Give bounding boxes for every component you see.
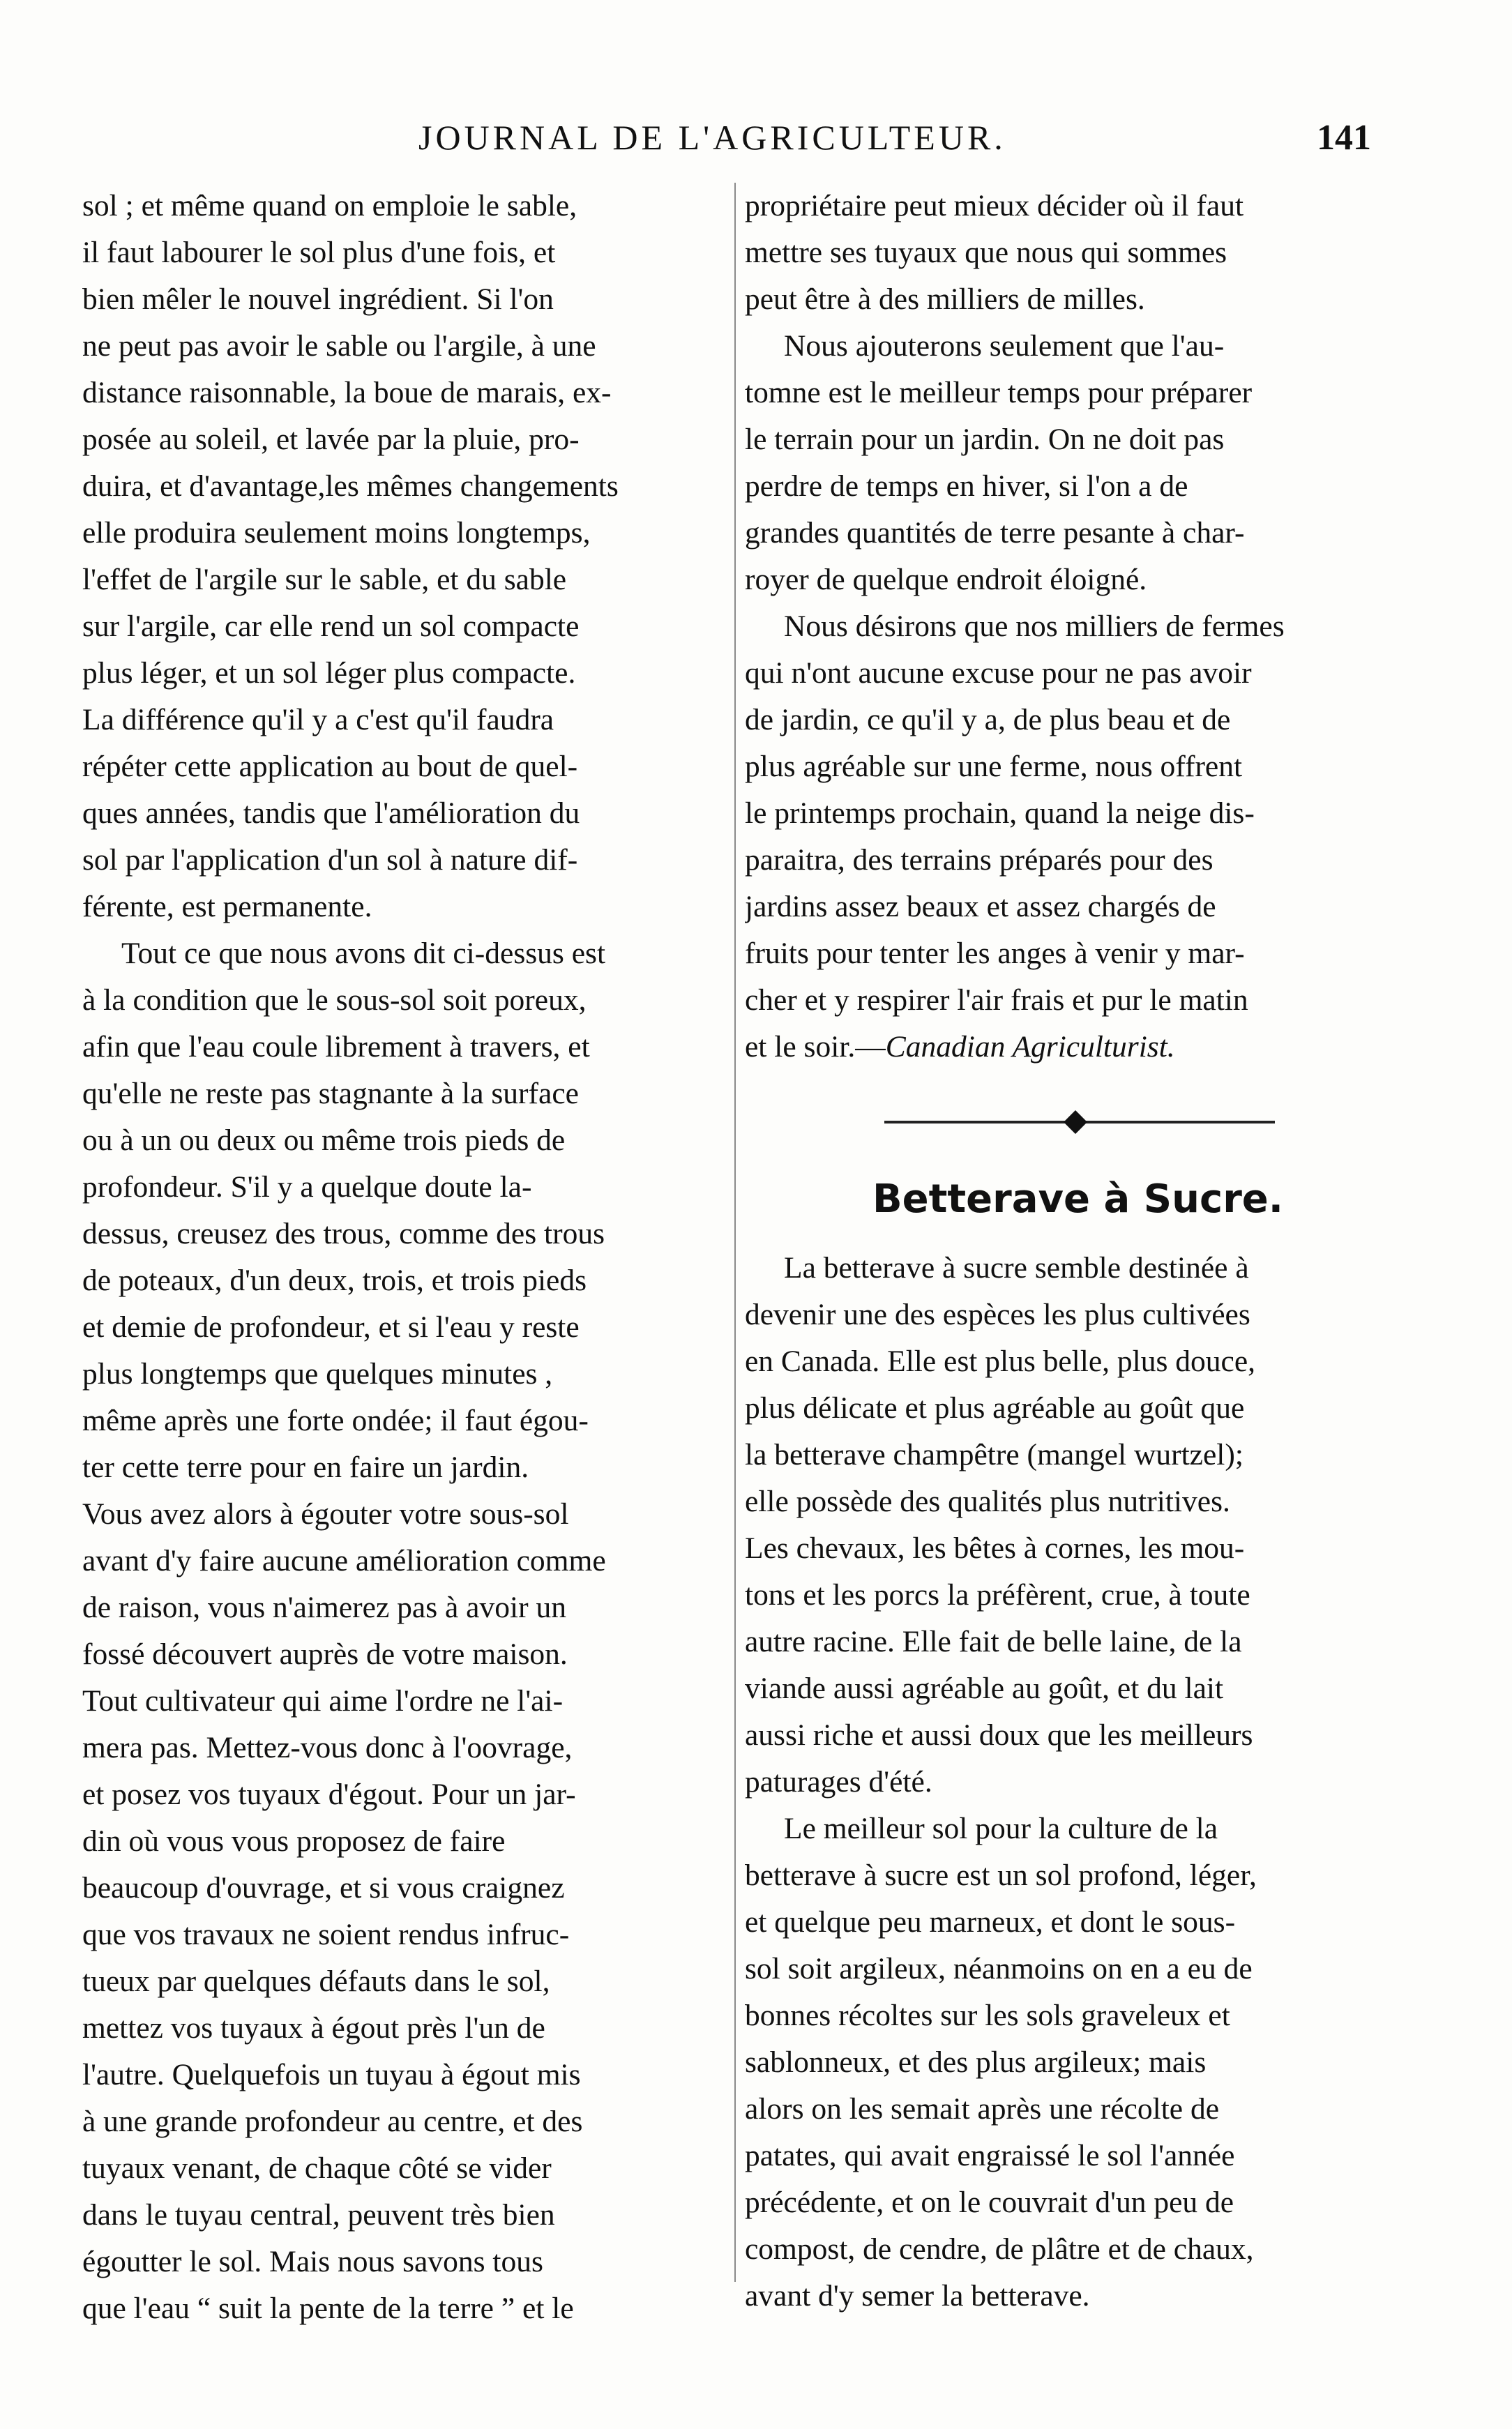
text-line: elle possède des qualités plus nutritives. [745,1485,1230,1518]
text-line: ques années, tandis que l'amélioration du [82,796,580,830]
text-line: sablonneux, et des plus argileux; mais [745,2045,1207,2079]
text-line: et posez vos tuyaux d'égout. Pour un jar- [82,1778,576,1811]
text-line: alors on les semait après une récolte de [745,2092,1220,2126]
closing-prefix: et le soir.— [745,1030,886,1064]
text-line: ne peut pas avoir le sable ou l'argile, à une [82,329,596,363]
text-line: distance raisonnable, la boue de marais, ex- [82,376,612,409]
text-line: qui n'ont aucune excuse pour ne pas avoir [745,656,1252,690]
text-line: avant d'y semer la betterave. [745,2279,1090,2313]
text-line: afin que l'eau coule librement à travers, et [82,1030,590,1064]
text-line: de raison, vous n'aimerez pas à avoir un [82,1591,566,1624]
text-line: de poteaux, d'un deux, trois, et trois pieds [82,1264,587,1297]
text-line: paturages d'été. [745,1765,932,1799]
article-continuation-end [745,977,1411,1024]
text-line: Tout ce que nous avons dit ci-dessus est [121,937,606,970]
text-line: aussi riche et aussi doux que les meilleurs [745,1718,1253,1752]
text-line: fruits pour tenter les anges à venir y mar- [745,937,1245,970]
text-line: la betterave champêtre (mangel wurtzel); [745,1438,1243,1471]
text-line: La betterave à sucre semble destinée à [784,1251,1249,1285]
text-line: Vous avez alors à égouter votre sous-sol [82,1497,569,1531]
text-line: royer de quelque endroit éloigné. [745,563,1147,596]
text-line: perdre de temps en hiver, si l'on a de [745,469,1188,503]
text-line: tons et les porcs la préfèrent, crue, à toute [745,1578,1250,1612]
text-line: betterave à sucre est un sol profond, léger, [745,1859,1257,1892]
column-divider [734,183,736,2282]
text-line: viande aussi agréable au goût, et du lait [745,1672,1224,1705]
text-line: peut être à des milliers de milles. [745,282,1145,316]
text-line: La différence qu'il y a c'est qu'il faudra [82,703,554,736]
text-line: cher et y respirer l'air frais et pur le matin [745,983,1248,1017]
page-number: 141 [1317,118,1371,158]
text-line: sol ; et même quand on emploie le sable, [82,189,577,222]
text-line: Nous désirons que nos milliers de fermes [784,610,1285,643]
text-line: l'effet de l'argile sur le sable, et du sable [82,563,567,596]
text-line: grandes quantités de terre pesante à char- [745,516,1245,550]
text-line: jardins assez beaux et assez chargés de [745,890,1216,923]
text-line: égoutter le sol. Mais nous savons tous [82,2245,543,2278]
text-line: tuyaux venant, de chaque côté se vider [82,2151,552,2185]
right-column [745,183,1411,2320]
text-line: sol soit argileux, néanmoins on en a eu de [745,1952,1253,1985]
text-line: plus agréable sur une ferme, nous offrent [745,750,1243,783]
text-line: même après une forte ondée; il faut égou- [82,1404,589,1437]
source-attribution: Canadian Agriculturist. [885,1030,1175,1064]
text-line: qu'elle ne reste pas stagnante à la surface [82,1077,579,1110]
text-line: le printemps prochain, quand la neige dis- [745,796,1255,830]
text-line: beaucoup d'ouvrage, et si vous craignez [82,1871,565,1905]
text-line: Les chevaux, les bêtes à cornes, les mou- [745,1531,1245,1565]
left-column [82,183,727,2332]
text-line: mettez vos tuyaux à égout près l'un de [82,2011,545,2045]
text-line: patates, qui avait engraissé le sol l'année [745,2139,1235,2172]
text-line: il faut labourer le sol plus d'une fois, et [82,236,556,269]
text-line: bien mêler le nouvel ingrédient. Si l'on [82,282,554,316]
text-line: plus longtemps que quelques minutes , [82,1357,553,1391]
text-line: férente, est permanente. [82,890,372,923]
text-line: que l'eau “ suit la pente de la terre ” et le [82,2292,574,2325]
text-line: à la condition que le sous-sol soit poreux, [82,983,587,1017]
text-line: propriétaire peut mieux décider où il faut [745,189,1244,222]
text-line: fossé découvert auprès de votre maison. [82,1637,568,1671]
text-line: tomne est le meilleur temps pour préparer [745,376,1253,409]
ornament-diamond-icon [1064,1110,1087,1134]
section-title: Betterave à Sucre. [872,1176,1284,1222]
text-line: et demie de profondeur, et si l'eau y reste [82,1310,580,1344]
text-line: devenir une des espèces les plus cultivées [745,1298,1250,1331]
text-line: l'autre. Quelquefois un tuyau à égout mis [82,2058,581,2091]
text-line: Nous ajouterons seulement que l'au- [784,329,1225,363]
text-line: mera pas. Mettez-vous donc à l'oovrage, [82,1731,573,1764]
text-line: dessus, creusez des trous, comme des trous [82,1217,605,1250]
text-line: elle produira seulement moins longtemps, [82,516,591,550]
text-line: à une grande profondeur au centre, et des [82,2105,583,2138]
text-line: répéter cette application au bout de quel- [82,750,578,783]
text-line: de jardin, ce qu'il y a, de plus beau et de [745,703,1231,736]
text-line: sur l'argile, car elle rend un sol compacte [82,610,580,643]
page-header [0,117,1512,166]
text-line: ter cette terre pour en faire un jardin. [82,1451,529,1484]
text-line: compost, de cendre, de plâtre et de chaux, [745,2232,1254,2266]
text-line: que vos travaux ne soient rendus infruc- [82,1918,570,1951]
text-line: Le meilleur sol pour la culture de la [784,1812,1218,1845]
section-body [745,1245,1411,2320]
text-line: paraitra, des terrains préparés pour des [745,843,1214,877]
text-line: bonnes récoltes sur les sols graveleux et [745,1999,1230,2032]
text-line: plus léger, et un sol léger plus compacte. [82,656,576,690]
running-title: JOURNAL DE L'AGRICULTEUR. [418,118,1006,157]
text-line: précédente, et on le couvrait d'un peu de [745,2186,1234,2219]
text-line: avant d'y faire aucune amélioration comme [82,1544,606,1577]
article-source-line [745,1024,1411,1070]
text-line: profondeur. S'il y a quelque doute la- [82,1170,532,1204]
text-line: din où vous vous proposez de faire [82,1824,506,1858]
text-line: duira, et d'avantage,les mêmes changements [82,469,619,503]
text-line: plus délicate et plus agréable au goût que [745,1391,1245,1425]
text-line: le terrain pour un jardin. On ne doit pas [745,423,1225,456]
text-line: dans le tuyau central, peuvent très bien [82,2198,555,2232]
text-line: et quelque peu marneux, et dont le sous- [745,1905,1236,1939]
text-line: tueux par quelques défauts dans le sol, [82,1965,550,1998]
text-line: sol par l'application d'un sol à nature dif- [82,843,578,877]
text-line: posée au soleil, et lavée par la pluie, pro- [82,423,580,456]
text-line: en Canada. Elle est plus belle, plus douce, [745,1345,1256,1378]
text-line: ou à un ou deux ou même trois pieds de [82,1123,566,1157]
text-line: mettre ses tuyaux que nous qui sommes [745,236,1227,269]
article-continuation [745,183,1411,977]
text-line: autre racine. Elle fait de belle laine, de la [745,1625,1242,1658]
ornamental-rule [745,1091,1411,1154]
text-line: Tout cultivateur qui aime l'ordre ne l'ai- [82,1684,564,1718]
